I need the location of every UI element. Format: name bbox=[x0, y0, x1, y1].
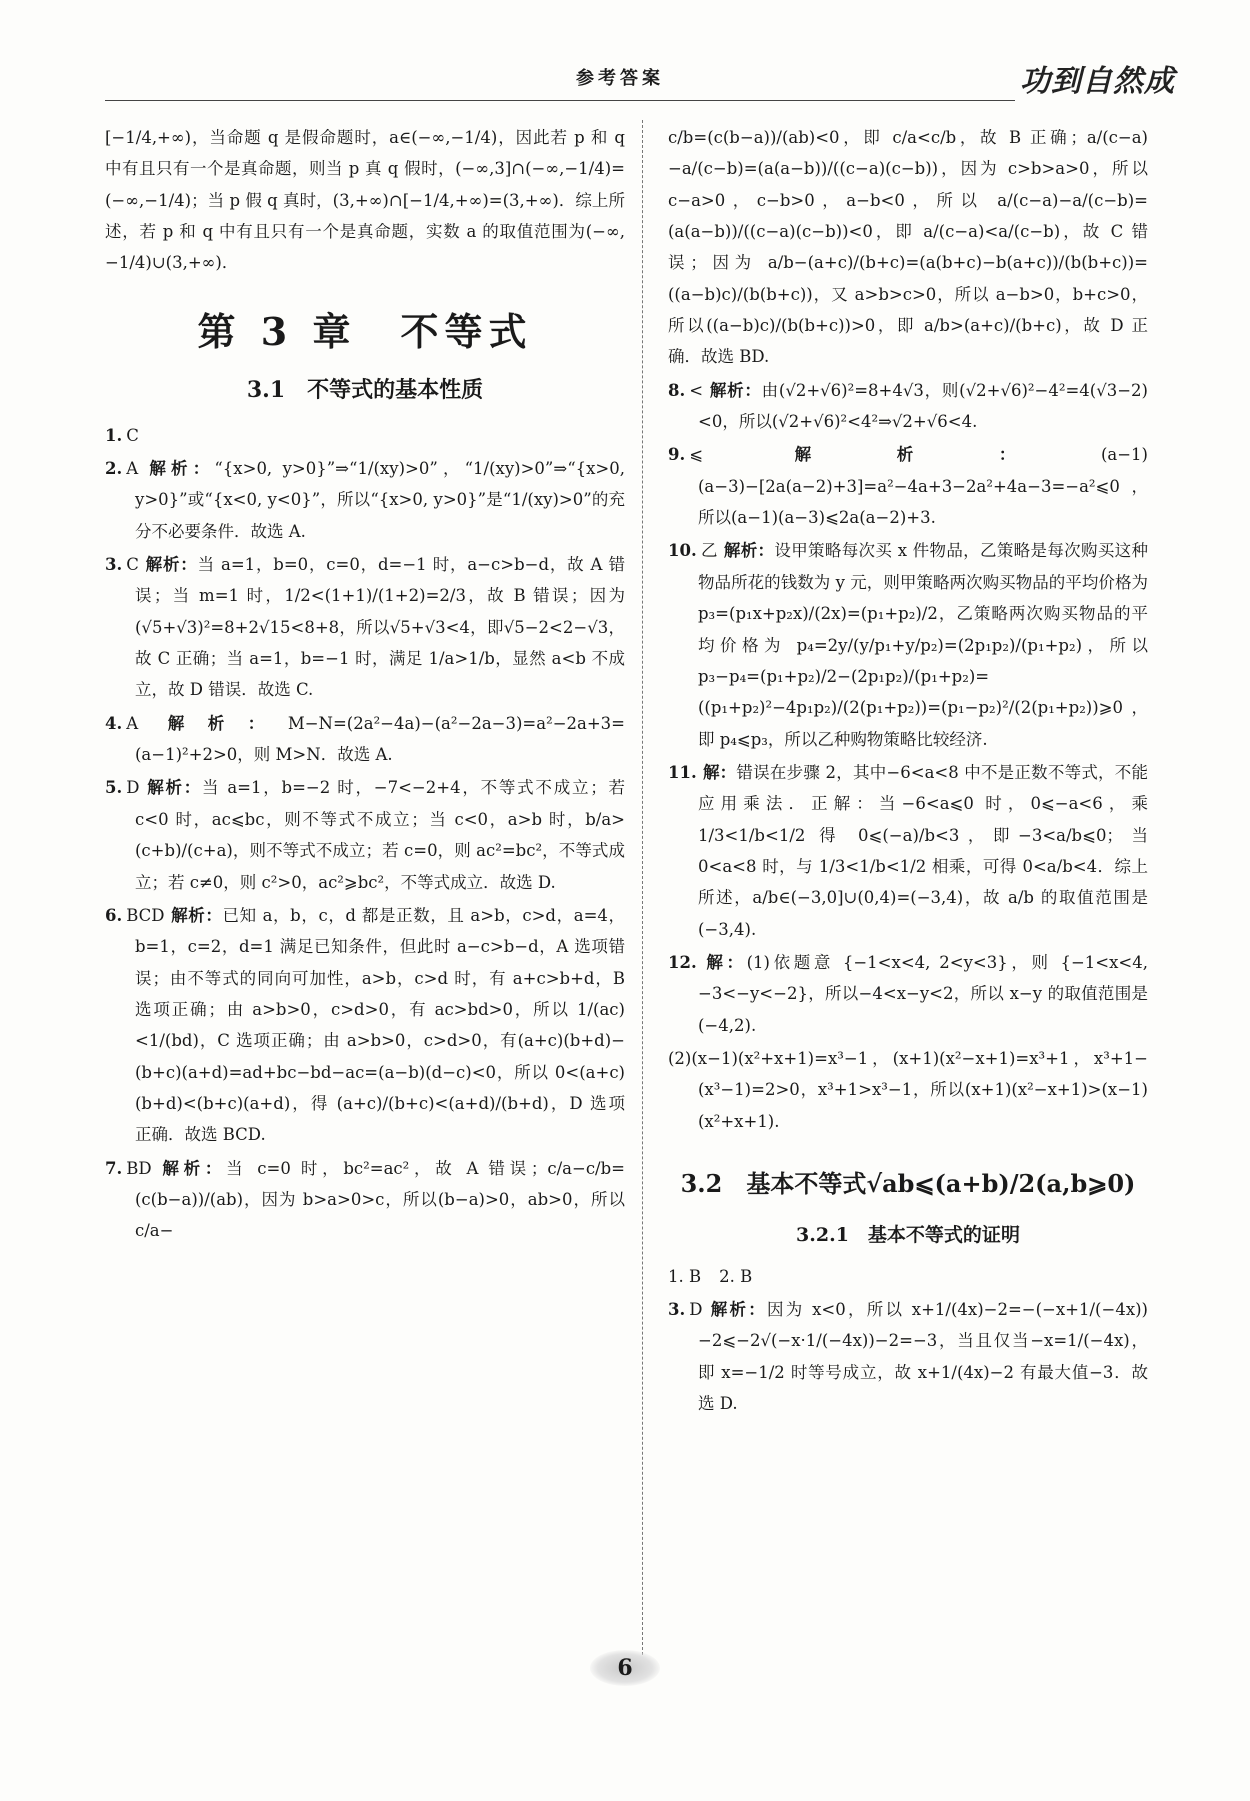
item-number: 10. bbox=[668, 541, 697, 561]
answer-item-11 bbox=[668, 757, 1148, 945]
answer-item-4 bbox=[105, 708, 625, 771]
item-answer: < bbox=[689, 380, 704, 400]
item-text: 设甲策略每次买 x 件物品，乙策略是每次购买这种物品所花的钱数为 y 元，则甲策略两次购买物品的平均价格为 p₃=(p₁x+p₂x)/(2x)=(p₁+p₂)/2，乙策略两次购买物品的平均价格为 p₄=2y/(y/p₁+y/p₂)=(2p₁p₂)/(p₁+p₂)，所以 p₃−p₄=(p₁+p₂)/2−(2p₁p₂)/(p₁+p₂)=((p₁+p₂)²−4p₁p₂)/(2(p₁+p₂))=(p₁−p₂)²/(2(p₁+p₂))⩾0，即 p₄⩽p₃，所以乙种购物策略比较经济. bbox=[698, 541, 1149, 749]
header-rule bbox=[105, 100, 1015, 101]
item-number: 6. bbox=[105, 905, 123, 925]
answer-item-10 bbox=[668, 535, 1148, 754]
answer-item-12 bbox=[668, 947, 1148, 1041]
answer-item-3-2-1-3 bbox=[668, 1294, 1148, 1419]
section-title-3-2: 3.2 基本不等式√ab⩽(a+b)/2(a,b⩾0) bbox=[680, 1169, 1136, 1198]
answer-item-3 bbox=[105, 549, 625, 706]
chapter-title: 第 3 章 不等式 bbox=[197, 308, 533, 354]
item-text: 错误在步骤 2，其中−6<a<8 中不是正数不等式，不能应用乘法．正解：当−6<a⩽0 时，0⩽−a<6，乘 1/3<1/b<1/2 得 0⩽(−a)/b<3，即−3<a/b⩽0；当 0<a<8 时，与 1/3<1/b<1/2 相乘，可得 0<a/b<4．综上所述，a/b∈(−3,0]∪(0,4)=(−3,4)，故 a/b 的取值范围是(−3,4). bbox=[698, 762, 1149, 939]
item-label: 解析： bbox=[144, 713, 288, 733]
item-label: 解析： bbox=[709, 445, 1101, 465]
continued-solution: [−1/4,+∞)，当命题 q 是假命题时，a∈(−∞,−1/4)，因此若 p 和 q 中有且只有一个是真命题，则当 p 真 q 假时，(−∞,3]∩(−∞,−1/4)=(−∞,−1/4)；当 p 假 q 真时，(3,+∞)∩[−1/4,+∞)=(3,+∞)．综上所述，若 p 和 q 中有且只有一个是真命题，实数 a 的取值范围为(−∞,−1/4)∪(3,+∞)． bbox=[105, 128, 625, 273]
item-answer: BD bbox=[126, 1158, 152, 1178]
item-answer: A bbox=[126, 459, 139, 479]
answer-item-9 bbox=[668, 439, 1148, 533]
item-answer: ⩽ bbox=[689, 445, 704, 465]
item-label: 解析： bbox=[144, 555, 198, 575]
continued-solution-7: c/b=(c(b−a))/(ab)<0，即 c/a<c/b，故 B 正确；a/(c−a)−a/(c−b)=(a(a−b))/((c−a)(c−b))，因为 c>b>a>0，所以 c−a>0，c−b>0，a−b<0，所以 a/(c−a)−a/(c−b)=(a(a−b))/((c−a)(c−b))<0，即 a/(c−a)<a/(c−b)，故 C 错误；因为 a/b−(a+c)/(b+c)=(a(b+c)−b(a+c))/(b(b+c))=((a−b)c)/(b(b+c))，又 a>b>c>0，所以 a−b>0，b+c>0，所以((a−b)c)/(b(b+c))>0，即 a/b>(a+c)/(b+c)，故 D 正确．故选 BD. bbox=[668, 128, 1148, 367]
answer-item-6 bbox=[105, 900, 625, 1151]
item-answer: C bbox=[126, 425, 139, 445]
item-label: 解析： bbox=[723, 541, 775, 561]
item-number: 2. bbox=[105, 459, 123, 479]
item-answer: 乙 bbox=[700, 541, 718, 561]
item-number: 3. bbox=[668, 1300, 686, 1320]
item-number: 4. bbox=[105, 713, 123, 733]
column-divider bbox=[642, 120, 643, 1660]
item-text: M−N=(2a²−4a)−(a²−2a−3)=a²−2a+3=(a−1)²+2>0，则 M>N．故选 A. bbox=[135, 713, 625, 765]
item-text: (1)依题意 {−1<x<4, 2<y<3}，则 {−1<x<4, −3<−y<−2}，所以−4<x−y<2，所以 x−y 的取值范围是(−4,2). bbox=[698, 952, 1148, 1035]
answer-item-1 bbox=[105, 420, 625, 451]
brand-logo-text: 功到自然成 bbox=[1020, 64, 1175, 99]
item-answer: D bbox=[689, 1300, 703, 1320]
short-answers-row bbox=[668, 1261, 1148, 1292]
page-header-title: 参考答案 bbox=[576, 68, 664, 89]
item-label: 解析： bbox=[157, 1158, 227, 1178]
item-answer: D bbox=[126, 778, 140, 798]
item-label: 解析： bbox=[144, 459, 215, 479]
answer-item-2 bbox=[105, 453, 625, 547]
item-text: 已知 a，b，c，d 都是正数，且 a>b，c>d，a=4，b=1，c=2，d=1 满足已知条件，但此时 a−c>b−d，A 选项错误；由不等式的同向可加性，a>b，c>d 时，有 a+c>b+d，B 选项正确；由 a>b>0，c>d>0，有 ac>bd>0，所以 1/(ac)<1/(bd)，C 选项正确；由 a>b>0，c>d>0，有(a+c)(b+d)−(b+c)(a+d)=ad+bc−bd−ac=(a−b)(d−c)<0，所以 0<(a+c)(b+d)<(b+c)(a+d)，得 (a+c)/(b+c)<(a+d)/(b+d)，D 选项正确．故选 BCD. bbox=[135, 905, 626, 1145]
item-text: 当 c=0 时，bc²=ac²，故 A 错误；c/a−c/b=(c(b−a))/(ab)，因为 b>a>0>c，所以(b−a)>0，ab>0，所以 c/a− bbox=[135, 1158, 626, 1241]
item-label: 解析： bbox=[709, 380, 762, 400]
answer-item-5 bbox=[105, 772, 625, 897]
item-text: 当 a=1，b=0，c=0，d=−1 时，a−c>b−d，故 A 错误；当 m=1 时，1/2<(1+1)/(1+2)=2/3，故 B 错误；因为(√5+√3)²=8+2√15<8+8，所以√5+√3<4，即√5−2<2−√3，故 C 正确；当 a=1，b=−1 时，满足 1/a>1/b，显然 a<b 不成立，故 D 错误．故选 C. bbox=[135, 555, 625, 700]
answer-item-8 bbox=[668, 375, 1148, 438]
answer-item-7 bbox=[105, 1153, 625, 1247]
item-number: 5. bbox=[105, 778, 123, 798]
answer-item-12-part-2 bbox=[668, 1043, 1148, 1137]
right-column bbox=[668, 122, 1148, 1421]
section-title-3-1: 3.1 不等式的基本性质 bbox=[246, 376, 484, 403]
item-text: 当 a=1，b=−2 时，−7<−2+4，不等式不成立；若 c<0 时，ac⩽bc，则不等式不成立；当 c<0，a>b 时，b/a>(c+b)/(c+a)，则不等式不成立；若 c=0，则 ac²=bc²，不等式成立；若 c≠0，则 c²>0，ac²⩾bc²，不等式成立．故选 D. bbox=[135, 778, 626, 892]
item-label: 解： bbox=[702, 952, 747, 972]
page-number: 6 bbox=[590, 1650, 660, 1686]
item-number: 8. bbox=[668, 380, 686, 400]
item-label: 解析： bbox=[145, 778, 203, 798]
item-label: 解： bbox=[702, 762, 737, 782]
item-label: 解析： bbox=[708, 1300, 768, 1320]
short-answer-2: 2. B bbox=[719, 1266, 753, 1286]
item-label: 解析： bbox=[170, 905, 223, 925]
item-number: 7. bbox=[105, 1158, 123, 1178]
item-number: 9. bbox=[668, 445, 686, 465]
item-text: (2)(x−1)(x²+x+1)=x³−1，(x+1)(x²−x+1)=x³+1，x³+1−(x³−1)=2>0，x³+1>x³−1，所以(x+1)(x²−x+1)>(x−1)(x²+x+1). bbox=[668, 1048, 1148, 1131]
subsection-title-3-2-1: 3.2.1 基本不等式的证明 bbox=[796, 1223, 1020, 1246]
item-text: (a−1)(a−3)−[2a(a−2)+3]=a²−4a+3−2a²+4a−3=−a²⩽0，所以(a−1)(a−3)⩽2a(a−2)+3. bbox=[698, 445, 1148, 528]
item-number: 3. bbox=[105, 555, 123, 575]
short-answer-1: 1. B bbox=[668, 1266, 702, 1286]
item-answer: C bbox=[126, 555, 139, 575]
item-number: 12. bbox=[668, 952, 697, 972]
item-number: 11. bbox=[668, 762, 697, 782]
item-number: 1. bbox=[105, 425, 123, 445]
item-text: “{x>0, y>0}”⇒“1/(xy)>0”，“1/(xy)>0”⇒“{x>0, y>0}”或“{x<0, y<0}”，所以“{x>0, y>0}”是“1/(xy)>0”的充分不必要条件．故选 A. bbox=[135, 459, 626, 541]
item-answer: A bbox=[126, 713, 139, 733]
item-answer: BCD bbox=[126, 905, 165, 925]
left-column bbox=[105, 122, 625, 1249]
item-text: 因为 x<0，所以 x+1/(4x)−2=−(−x+1/(−4x))−2⩽−2√(−x·1/(−4x))−2=−3，当且仅当−x=1/(−4x)，即 x=−1/2 时等号成立，故 x+1/(4x)−2 有最大值−3．故选 D. bbox=[698, 1300, 1148, 1414]
item-text: 由(√2+√6)²=8+4√3，则(√2+√6)²−4²=4(√3−2)<0，所以(√2+√6)²<4²⇒√2+√6<4. bbox=[698, 380, 1148, 432]
